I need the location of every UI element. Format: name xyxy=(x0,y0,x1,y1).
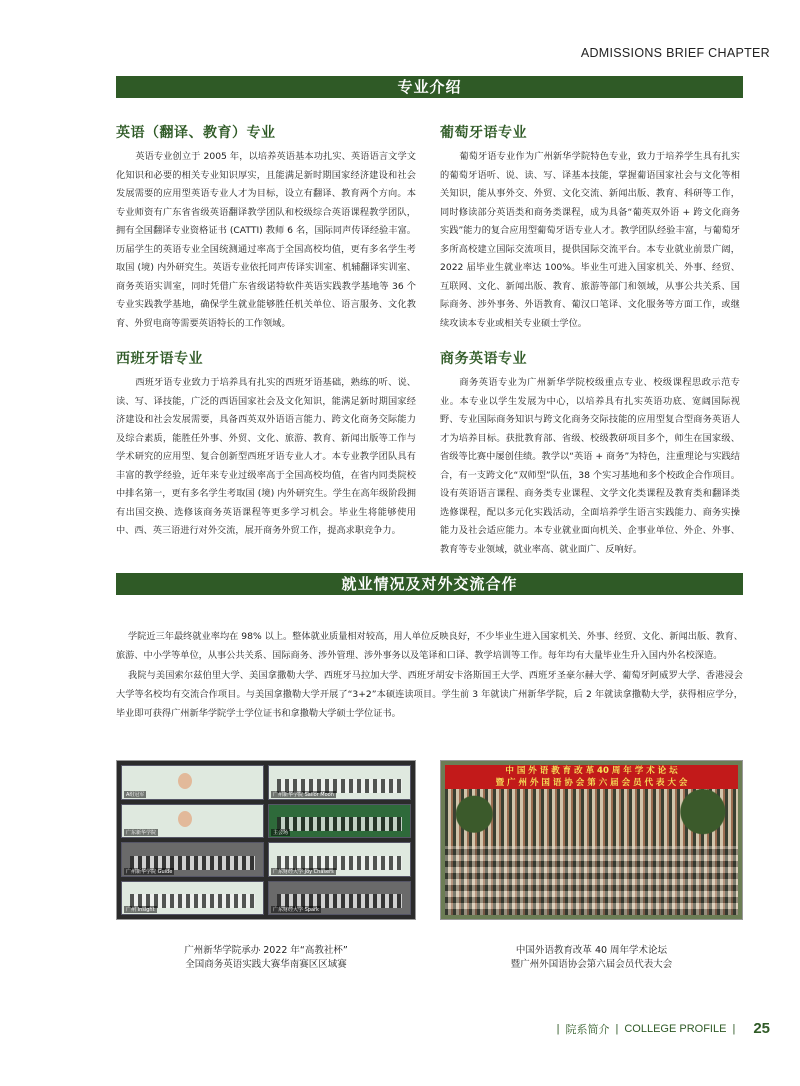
section-body: 英语专业创立于 2005 年，以培养英语基本功扎实、英语语言文学文化知识和必要的相关专业知识厚实，且能满足新时期国家经济建设和社会发展需要的应用型英语专业人才为目标，设立有翻译、教育两个方向。本专业师资有广东省省级英语翻译教学团队和校级综合英语课程教学团队，拥有全国翻译专业资格证书 (CATTI) 教师 6 名，国际同声传译经验丰富。历届学生的英语专业全国统测通过率高于全国高校均值，更有多名学生考取国 (境) 内外研究生。英语专业依托同声传译实训室、机辅翻译实训室、商务英语实训室，同时凭借广东省级诺特软件英语实践教学基地等 36 个专业实践教学基地，确保学生就业能够胜任机关单位、语言服务、文化教育、外贸电商等需要英语特长的工作领域。 xyxy=(116,151,416,329)
employment-paragraph: 学院近三年最终就业率均在 98% 以上。整体就业质量相对较高，用人单位反映良好，不少毕业生进入国家机关、外事、经贸、文化、新闻出版、教育、旅游、中小学等单位，从事公共关系、国际商务、涉外管理、涉外事务以及笔译和口译、教学培训等工作。每年均有大量毕业生升入国内外名校深造。 xyxy=(116,631,743,661)
video-tile: 广州新华学院 Guide xyxy=(121,842,264,877)
section-band-majors: 专业介绍 xyxy=(116,76,743,98)
section-body: 西班牙语专业致力于培养具有扎实的西班牙语基础，熟练的听、说、读、写、译技能，广泛的西语国家社会及文化知识，能满足新时期国家经济建设和社会发展需要，具备西英双外语语言能力、跨文化商务交际能力及综合素质，能胜任外事、外贸、文化、旅游、教育、新闻出版等工作与学术研究的应用型、复合创新型西班牙语专业人才。本专业教学团队具有丰富的教学经验，近年来专业过级率高于全国高校均值，在省内同类院校中排名第一，更有多名学生考取国 (境) 内外研究生。学生在高年级阶段拥有出国交换、选修该商务英语课程等更多学习机会。毕业生将能够使用中、西、英三语进行对外交流，展开商务外贸工作，提高求职竞争力。 xyxy=(116,377,416,536)
video-tile: 广州新华学院 Sailor Moon xyxy=(268,765,411,800)
conference-banner: 中 国 外 语 教 育 改 革 40 周 年 学 术 论 坛 暨 广 州 外 国 语 协 会 第 六 届 会 员 代 表 大 会 xyxy=(445,765,738,789)
video-tile: 广州 Insight xyxy=(121,881,264,916)
section-title: 商务英语专业 xyxy=(440,351,527,367)
video-tile: A组冠军 xyxy=(121,765,264,800)
chapter-header: ADMISSIONS BRIEF CHAPTER xyxy=(580,46,770,60)
section-body: 商务英语专业为广州新华学院校级重点专业、校级课程思政示范专业。本专业以学生发展为中心，以培养具有扎实英语功底、宽阔国际视野、专业国际商务知识与跨文化商务交际技能的应用型复合型商务英语人才为培养目标。获批教育部、省级、校级教研项目多个，师生在国家级、省级等比赛中屡创佳绩。教学以“英语 + 商务”为特色，注重理论与实践结合，有一支跨文化“双师型”队伍，38 个实习基地和多个校政企合作项目。设有英语语言课程、商务类专业课程、文学文化类课程及教育类和翻译类选修课程，配以多元化实践活动，全面培养学生语言实践能力、商务实操能力及社会适应能力。本专业就业面向机关、企事业单位、外企、外事、教育等专业领域，就业率高、就业面广、反响好。 xyxy=(440,377,740,555)
footer-divider: | xyxy=(556,1022,560,1035)
section-title: 西班牙语专业 xyxy=(116,351,203,367)
footer-section-cn: 院系简介 xyxy=(565,1023,610,1036)
photo-caption-left: 广州新华学院承办 2022 年“高教社杯” 全国商务英语实践大赛华南赛区区域赛 xyxy=(184,945,348,970)
conference-group-photo xyxy=(440,760,743,920)
section-english-major xyxy=(116,122,416,333)
exchange-paragraph: 我院与美国索尔兹伯里大学、美国拿撒勒大学、西班牙马拉加大学、西班牙胡安卡洛斯国王大学、西班牙圣豪尔赫大学、葡萄牙阿威罗大学、香港浸会大学等名校均有交流合作项目。与美国拿撒勒大学开展了“3+2”本硕连读项目。学生前 3 年就读广州新华学院，后 2 年就读拿撒勒大学，获得相应学分，毕业即可获得广州新华学院学士学位证书和拿撒勒大学硕士学位证书。 xyxy=(116,670,743,719)
section-body: 葡萄牙语专业作为广州新华学院特色专业，致力于培养学生具有扎实的葡萄牙语听、说、读、写、译基本技能，掌握葡语国家社会与文化等相关知识，能从事外交、外贸、文化交流、新闻出版、教育、科研等工作，同时修读部分英语类和商务类课程，成为具备“葡英双外语 + 跨文化商务实践”能力的复合应用型葡萄牙语专业人才。教学团队经验丰富，与葡萄牙多所高校建立国际交流项目，提供国际交流平台。本专业就业前景广阔，2022 届毕业生就业率达 100%。毕业生可进入国家机关、外事、经贸、互联网、文化、新闻出版、教育、旅游等部门和领域，从事公共关系、国际商务、涉外事务、外语教育、葡汉口笔译、文化服务等方面工作，或继续攻读本专业或相关专业硕士学位。 xyxy=(440,151,740,329)
page-footer xyxy=(557,1020,770,1037)
competition-photo xyxy=(116,760,416,920)
group-crowd xyxy=(445,789,738,915)
video-tile: 广东财经大学 Joy Chasers xyxy=(268,842,411,877)
section-title: 英语（翻译、教育）专业 xyxy=(116,125,276,141)
section-portuguese-major xyxy=(440,122,740,333)
video-tile: 主会场 xyxy=(268,804,411,839)
section-spanish-major xyxy=(116,348,416,541)
photo-caption-right: 中国外语教育改革 40 周年学术论坛 暨广州外国语协会第六届会员代表大会 xyxy=(510,945,673,970)
page-number: 25 xyxy=(753,1020,770,1037)
footer-section-en: COLLEGE PROFILE xyxy=(624,1022,727,1035)
footer-divider: | xyxy=(732,1022,736,1035)
section-title: 葡萄牙语专业 xyxy=(440,125,527,141)
section-business-english-major xyxy=(440,348,740,559)
video-conference-grid xyxy=(121,765,411,915)
video-tile: 广东财经大学 Spark xyxy=(268,881,411,916)
video-tile: 广东新华学院 xyxy=(121,804,264,839)
footer-divider: | xyxy=(615,1022,619,1035)
section-band-employment: 就业情况及对外交流合作 xyxy=(116,573,743,595)
employment-text xyxy=(116,627,743,724)
